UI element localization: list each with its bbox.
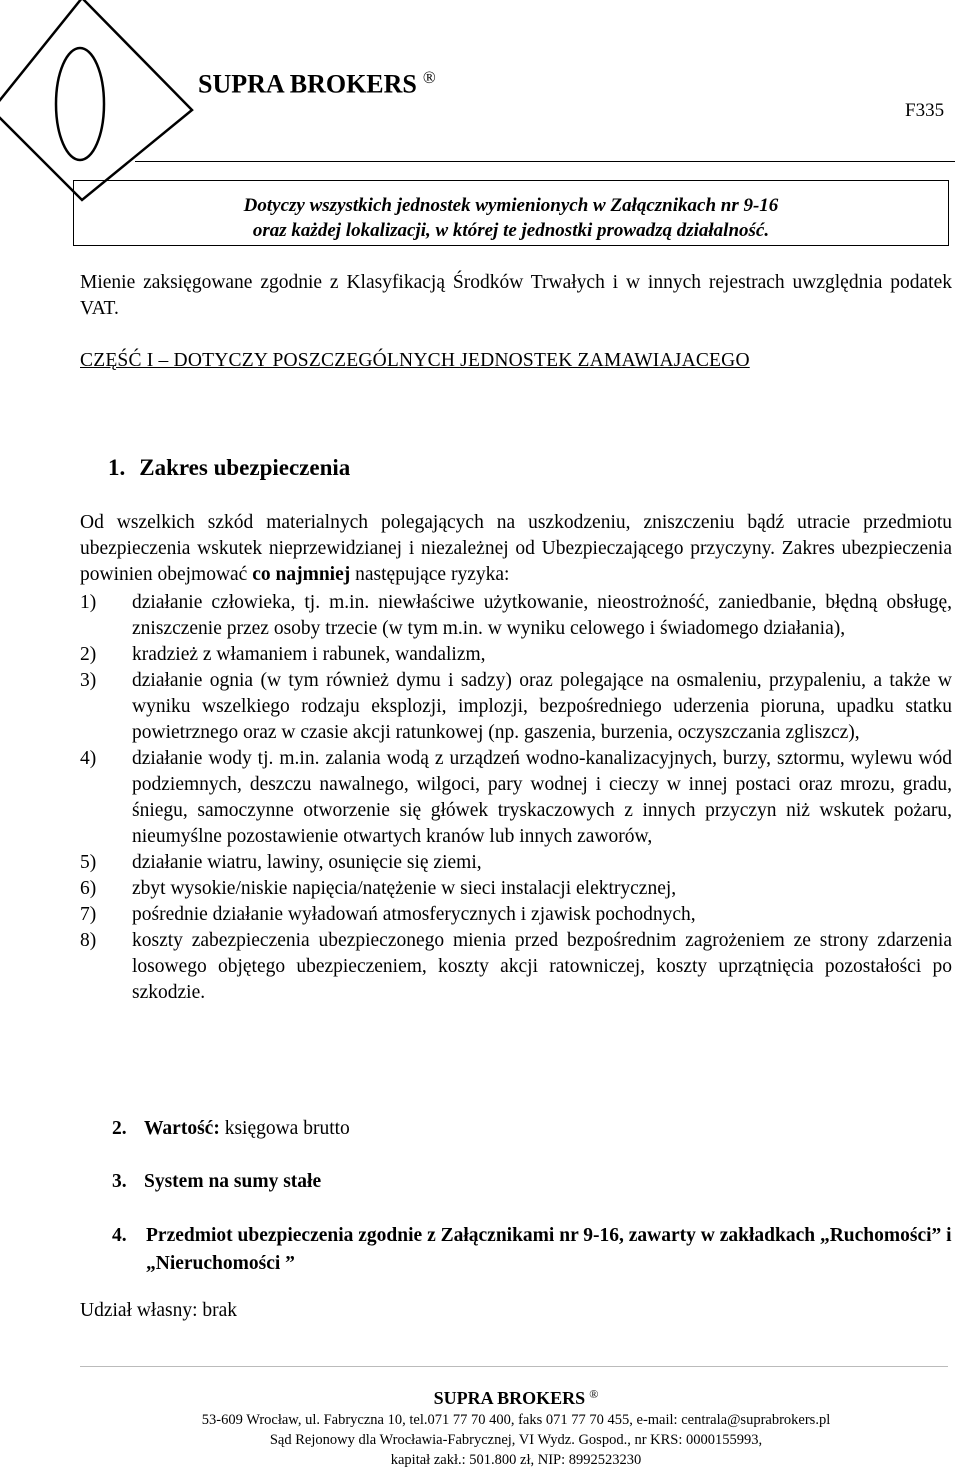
footer-capital: kapitał zakł.: 501.800 zł, NIP: 8992523230	[390, 1451, 642, 1468]
list-item: 4) działanie wody tj. m.in. zalania wodą z urządzeń wodno-kanalizacyjnych, burzy, sztormu, wylewu wód podziemnych, deszczu nawalnego, wilgoci, pary wodnej i cieczy w innej postaci oraz mrozu, gradu, śniegu, samoczynne otworzenie się główek tryskaczowych z innych przyczyn niż wskutek pożaru, nieumyślne pozostawienie otwartych kranów lub innych zaworów,	[80, 748, 952, 847]
list-item: 5) działanie wiatru, lawiny, osunięcie się ziemi,	[80, 852, 482, 873]
footer-brand: SUPRA BROKERS ®	[433, 1387, 599, 1408]
section-4: 4. Przedmiot ubezpieczenia zgodnie z Załącznikami nr 9-16, zawarty w zakładkach „Ruchomości” i „Nieruchomości ”	[112, 1222, 952, 1278]
part-title: CZĘŚĆ I – DOTYCZY POSZCZEGÓLNYCH JEDNOSTEK ZAMAWIAJACEGO	[80, 350, 750, 371]
scope-paragraph: Od wszelkich szkód materialnych polegających na uszkodzeniu, zniszczeniu bądź utracie przedmiotu ubezpieczenia wskutek nieprzewidzianej i niezależnej od Ubezpieczającego przyczyny. Zakres ubezpieczenia powinien obejmować co najmniej następujące ryzyka:	[80, 512, 952, 585]
header-divider	[135, 161, 955, 162]
list-item: 3) działanie ognia (w tym również dymu i sadzy) oraz polegające na osmaleniu, przypaleniu, a także w wyniku wszelkiego rodzaju eksplozji, implozji, bezpośredniego uderzenia pioruna, upadku statku powietrznego oraz w czasie akcji ratunkowej (np. gaszenia, burzenia, oczyszczania zgliszcz),	[80, 670, 952, 743]
footer	[80, 1384, 952, 1470]
deductible: Udział własny: brak	[80, 1300, 238, 1321]
footer-registry: Sąd Rejonowy dla Wrocławia-Fabrycznej, VI Wydz. Gospod., nr KRS: 0000155993,	[269, 1431, 763, 1448]
list-item: 2) kradzież z włamaniem i rabunek, wandalizm,	[80, 644, 486, 665]
supra-logo-icon	[0, 0, 200, 205]
list-item: 1) działanie człowieka, tj. m.in. niewłaściwe użytkowanie, nieostrożność, zaniedbanie, błędną obsługę, zniszczenie przez osoby trzecie (w tym m.in. w wyniku celowego i świadomego działania),	[80, 592, 952, 639]
section-4-text: Przedmiot ubezpieczenia zgodnie z Załącznikami nr 9-16, zawarty w zakładkach „Ruchomości” i „Nieruchomości ”	[146, 1225, 952, 1274]
section-3-text: System na sumy stałe	[144, 1171, 322, 1192]
notice-line-2: oraz każdej lokalizacji, w której te jednostki prowadzą działalność.	[252, 220, 770, 241]
section-2: 2. Wartość: księgowa brutto	[112, 1118, 350, 1139]
section-2-label: Wartość:	[144, 1118, 220, 1139]
brand-name: SUPRA BROKERS ®	[198, 68, 436, 99]
registered-mark: ®	[422, 68, 436, 87]
list-item: 6) zbyt wysokie/niskie napięcia/natężenie w sieci instalacji elektrycznej,	[80, 878, 677, 899]
footer-address: 53-609 Wrocław, ul. Fabryczna 10, tel.071 77 70 400, faks 071 77 70 455, e-mail: centrala@suprabrokers.pl	[201, 1411, 831, 1428]
risk-list	[80, 590, 952, 1006]
section-1-title: Zakres ubezpieczenia	[139, 455, 351, 480]
vat-note: Mienie zaksięgowane zgodnie z Klasyfikacją Środków Trwałych i w innych rejestrach uwzględnia podatek VAT.	[80, 272, 952, 319]
section-2-value: księgowa brutto	[219, 1118, 350, 1139]
form-code: F335	[905, 100, 945, 121]
section-3: 3. System na sumy stałe	[112, 1171, 322, 1192]
section-1-heading	[108, 455, 350, 481]
notice-box	[73, 180, 949, 246]
list-item: 8) koszty zabezpieczenia ubezpieczonego mienia przed bezpośrednim zagrożeniem ze strony zdarzenia losowego objętego ubezpieczeniem, koszty akcji ratowniczej, koszty uprzątnięcia pozostałości po szkodzie.	[80, 930, 952, 1003]
list-item: 7) pośrednie działanie wyładowań atmosferycznych i zjawisk pochodnych,	[80, 904, 696, 925]
section-1-number: 1.	[108, 455, 126, 480]
scope-emphasis: co najmniej	[252, 564, 351, 585]
footer-divider	[80, 1366, 948, 1367]
notice-line-1: Dotyczy wszystkich jednostek wymienionych w Załącznikach nr 9-16	[243, 195, 779, 216]
